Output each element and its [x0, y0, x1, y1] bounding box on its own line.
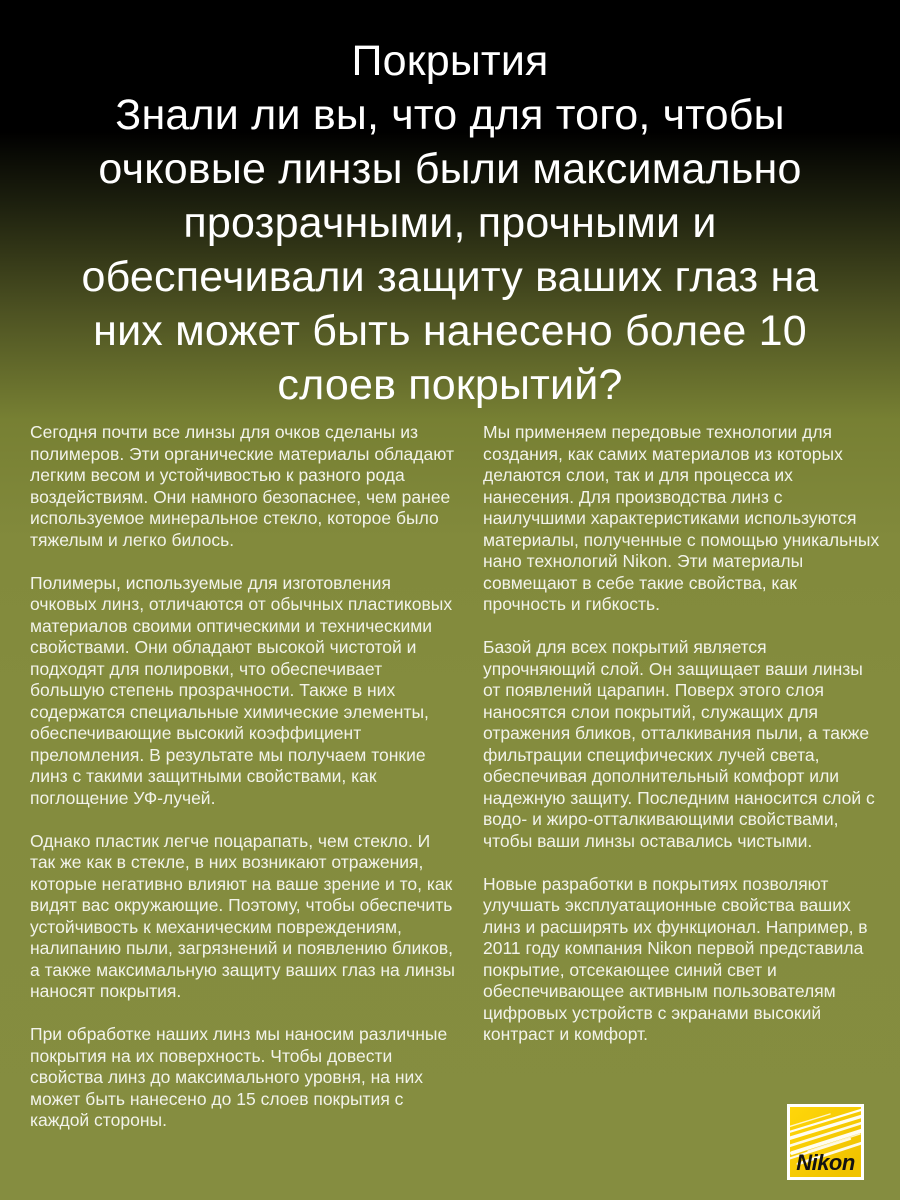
- right-column: [483, 422, 883, 1153]
- nikon-logo-text: Nikon: [796, 1150, 855, 1175]
- body-paragraph: Новые разработки в покрытиях позволяют улучшать эксплуатационные свойства ваших линз и расширять их функционал. Например, в 2011 году компания Nikon первой представила покрытие, отсекающее синий свет и обеспечивающее активным пользователям цифровых устройств с экранами высокий контраст и комфорт.: [483, 873, 868, 1044]
- body-paragraph: Сегодня почти все линзы для очков сделаны из полимеров. Эти органические материалы обладают легким весом и устойчивостью к разного рода воздействиям. Они намного безопаснее, чем ранее используемое минеральное стекло, которое было тяжелым и легко билось.: [30, 422, 454, 550]
- body-paragraph: Базой для всех покрытий является упрочняющий слой. Он защищает ваши линзы от появлений царапин. Поверх этого слоя наносятся слои покрытий, служащих для отражения бликов, отталкивания пыли, а также фильтрации специфических лучей света, обеспечивая дополнительный комфорт или надежную защиту. Последним наносится слой с водо- и жиро-отталкивающими свойствами, чтобы ваши линзы оставались чистыми.: [483, 637, 875, 851]
- left-column: [30, 422, 456, 1153]
- subtitle-line: них может быть нанесено более 10: [93, 307, 807, 355]
- header: [0, 0, 900, 412]
- body-paragraph: Однако пластик легче поцарапать, чем стекло. И так же как в стекле, в них возникают отражения, которые негативно влияют на ваше зрение и то, как видят вас окружающие. Поэтому, чтобы обеспечить устойчивость к механическим повреждениям, налипанию пыли, загрязнений и появлению бликов, а также максимальную защиту ваших глаз на линзы наносят покрытия.: [30, 830, 455, 1001]
- subtitle-line: прозрачными, прочными и: [183, 199, 717, 247]
- subtitle-line: очковые линзы были максимально: [98, 145, 802, 193]
- body-paragraph: При обработке наших линз мы наносим различные покрытия на их поверхность. Чтобы довести свойства линз до максимального уровня, на них может быть нанесено до 15 слоев покрытия с каждой стороны.: [30, 1024, 448, 1130]
- nikon-logo: [787, 1104, 864, 1180]
- page-subtitle: [0, 88, 900, 412]
- page-title: Покрытия: [351, 37, 549, 85]
- body-paragraph: Мы применяем передовые технологии для создания, как самих материалов из которых делаются слои, так и для процесса их нанесения. Для производства линз с наилучшими характеристиками используются материалы, полученные с помощью уникальных нано технологий Nikon. Эти материалы совмещают в себе такие свойства, как прочность и гибкость.: [483, 422, 880, 614]
- subtitle-line: Знали ли вы, что для того, чтобы: [115, 91, 785, 139]
- subtitle-line: слоев покрытий?: [277, 361, 623, 409]
- content: [0, 422, 900, 1153]
- body-paragraph: Полимеры, используемые для изготовления очковых линз, отличаются от обычных пластиковых материалов своими оптическими и техническими свойствами. Они обладают высокой чистотой и подходят для полировки, что обеспечивает большую степень прозрачности. Также в них содержатся специальные химические элементы, обеспечивающие высокий коэффициент преломления. В результате мы получаем тонкие линз с такими защитными свойствами, как поглощение УФ-лучей.: [30, 572, 453, 808]
- subtitle-line: обеспечивали защиту ваших глаз на: [81, 253, 819, 301]
- nikon-logo-background: [790, 1107, 861, 1177]
